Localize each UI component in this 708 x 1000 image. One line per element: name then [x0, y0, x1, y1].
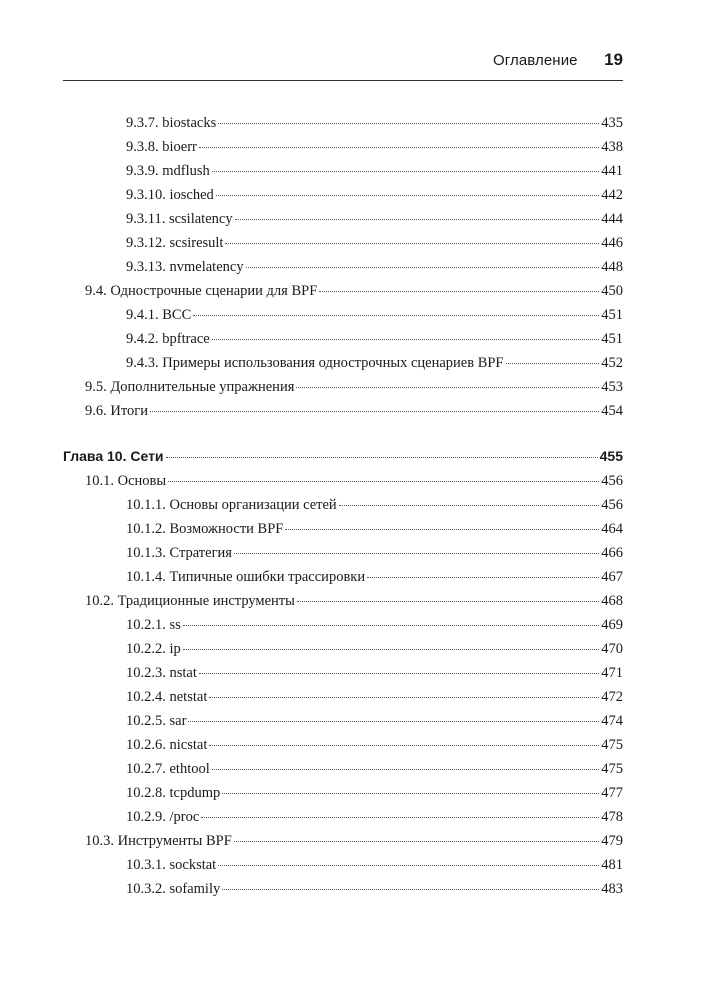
toc-entry [126, 352, 623, 374]
toc-entry [85, 830, 623, 852]
dot-leader [209, 697, 599, 698]
toc-entry [126, 184, 623, 206]
dot-leader [506, 363, 600, 364]
toc-entry [126, 734, 623, 756]
toc-entry-page: 454 [601, 403, 623, 419]
toc-entry [85, 280, 623, 302]
dot-leader [168, 481, 599, 482]
toc-entry-page: 470 [601, 641, 623, 657]
header-rule [63, 80, 623, 81]
toc-entry-page: 453 [601, 379, 623, 395]
toc-entry-page: 469 [601, 617, 623, 633]
dot-leader [201, 817, 599, 818]
toc-entry-label: 9.3.10. iosched [126, 187, 214, 203]
toc-entry-label: 9.4. Однострочные сценарии для BPF [85, 283, 318, 299]
toc-entry-label: 9.6. Итоги [85, 403, 148, 419]
dot-leader [225, 243, 599, 244]
toc-entry-page: 475 [601, 761, 623, 777]
dot-leader [150, 411, 599, 412]
toc-entry-page: 483 [601, 881, 623, 897]
toc-entry [126, 758, 623, 780]
toc-entry-page: 474 [601, 713, 623, 729]
dot-leader [234, 841, 599, 842]
toc-entry [126, 494, 623, 516]
toc-entry-page: 456 [601, 497, 623, 513]
toc-entry [126, 112, 623, 134]
toc-entry [126, 328, 623, 350]
dot-leader [183, 649, 599, 650]
toc-entry-label: 10.2.6. nicstat [126, 737, 208, 753]
toc-entry-label: 9.3.8. bioerr [126, 139, 197, 155]
dot-leader [188, 721, 599, 722]
dot-leader [183, 625, 599, 626]
dot-leader [367, 577, 599, 578]
toc-entry-label: 10.2.3. nstat [126, 665, 197, 681]
dot-leader [212, 339, 600, 340]
running-header [63, 50, 623, 78]
dot-leader [234, 553, 599, 554]
toc-entry [126, 542, 623, 564]
toc-chapter-label: Глава 10. Сети [63, 448, 164, 464]
dot-leader [235, 219, 600, 220]
running-title: Оглавление [492, 52, 578, 69]
toc-entry-label: 10.1.4. Типичные ошибки трассировки [126, 569, 366, 585]
toc-entry-label: 10.3.2. sofamily [126, 881, 221, 897]
toc-entry-label: 9.3.9. mdflush [126, 163, 210, 179]
toc-entry-label: 10.2.2. ip [126, 641, 181, 657]
toc-entry-label: 10.2.9. /proc [126, 809, 200, 825]
toc-entry-page: 471 [601, 665, 623, 681]
toc-entry-page: 441 [601, 163, 623, 179]
toc-entry-label: 10.2.7. ethtool [126, 761, 210, 777]
toc-entry-page: 435 [601, 115, 623, 131]
toc-entry-label: 10.2.1. ss [126, 617, 181, 633]
toc-entry-page: 464 [601, 521, 623, 537]
dot-leader [212, 171, 599, 172]
toc-entry [126, 854, 623, 876]
toc-entry [126, 614, 623, 636]
toc-entry-label: 10.1. Основы [85, 473, 167, 489]
toc-entry-page: 451 [601, 307, 623, 323]
dot-leader [296, 387, 599, 388]
dot-leader [199, 147, 599, 148]
toc-entry-label: 9.3.13. nvmelatency [126, 259, 244, 275]
toc-chapter-entry [63, 445, 623, 467]
toc-entry [126, 208, 623, 230]
toc-entry-label: 9.4.2. bpftrace [126, 331, 210, 347]
toc-entry-label: 10.1.3. Стратегия [126, 545, 232, 561]
toc-entry-page: 467 [601, 569, 623, 585]
toc-entry-label: 10.2. Традиционные инструменты [85, 593, 295, 609]
page-number: 19 [604, 50, 623, 69]
toc-entry-page: 481 [601, 857, 623, 873]
toc-entry-page: 468 [601, 593, 623, 609]
toc-entry-label: 9.4.1. BCC [126, 307, 192, 323]
toc-entry-page: 452 [601, 355, 623, 371]
toc-entry [85, 470, 623, 492]
toc-entry [85, 376, 623, 398]
toc-entry [126, 878, 623, 900]
toc-entry [126, 160, 623, 182]
toc-entry [126, 662, 623, 684]
toc-entry [126, 304, 623, 326]
toc-entry [126, 710, 623, 732]
toc-entry [126, 566, 623, 588]
toc-entry [126, 686, 623, 708]
toc-entry [126, 256, 623, 278]
toc-chapter-page: 455 [599, 448, 623, 464]
dot-leader [166, 457, 598, 458]
toc-entry [126, 806, 623, 828]
toc-entry-label: 10.3. Инструменты BPF [85, 833, 232, 849]
dot-leader [218, 123, 599, 124]
toc-entry-label: 9.3.12. scsiresult [126, 235, 224, 251]
dot-leader [246, 267, 600, 268]
toc-entry-page: 479 [601, 833, 623, 849]
toc-entry-page: 451 [601, 331, 623, 347]
toc-entry [126, 232, 623, 254]
dot-leader [218, 865, 599, 866]
dot-leader [222, 793, 599, 794]
toc-entry-page: 450 [601, 283, 623, 299]
toc-entry-page: 448 [601, 259, 623, 275]
dot-leader [212, 769, 599, 770]
toc-entry-page: 477 [601, 785, 623, 801]
dot-leader [285, 529, 599, 530]
toc-entry [126, 782, 623, 804]
dot-leader [199, 673, 599, 674]
dot-leader [222, 889, 599, 890]
toc-entry-label: 10.2.4. netstat [126, 689, 208, 705]
toc-entry [85, 590, 623, 612]
toc-entry-label: 9.4.3. Примеры использования однострочных сценариев BPF [126, 355, 504, 371]
toc-entry [126, 136, 623, 158]
toc-entry-page: 478 [601, 809, 623, 825]
toc-entry-page: 456 [601, 473, 623, 489]
toc-entry-page: 466 [601, 545, 623, 561]
toc-entry-label: 10.3.1. sockstat [126, 857, 217, 873]
toc-entry [126, 638, 623, 660]
toc-entry-page: 444 [601, 211, 623, 227]
toc-entry-page: 472 [601, 689, 623, 705]
toc-entry-label: 10.2.5. sar [126, 713, 187, 729]
dot-leader [216, 195, 599, 196]
toc-entry-page: 438 [601, 139, 623, 155]
dot-leader [209, 745, 599, 746]
toc-entry-page: 442 [601, 187, 623, 203]
toc-entry-label: 10.1.2. Возможности BPF [126, 521, 284, 537]
toc-entry [126, 518, 623, 540]
dot-leader [339, 505, 600, 506]
toc-entry-label: 9.5. Дополнительные упражнения [85, 379, 295, 395]
dot-leader [297, 601, 599, 602]
toc-entry-label: 9.3.11. scsilatency [126, 211, 233, 227]
toc-entry-page: 446 [601, 235, 623, 251]
toc-entry-label: 10.1.1. Основы организации сетей [126, 497, 337, 513]
dot-leader [319, 291, 599, 292]
toc-entry-label: 9.3.7. biostacks [126, 115, 217, 131]
toc-entry-label: 10.2.8. tcpdump [126, 785, 221, 801]
toc-entry [85, 400, 623, 422]
toc-entry-page: 475 [601, 737, 623, 753]
dot-leader [193, 315, 599, 316]
